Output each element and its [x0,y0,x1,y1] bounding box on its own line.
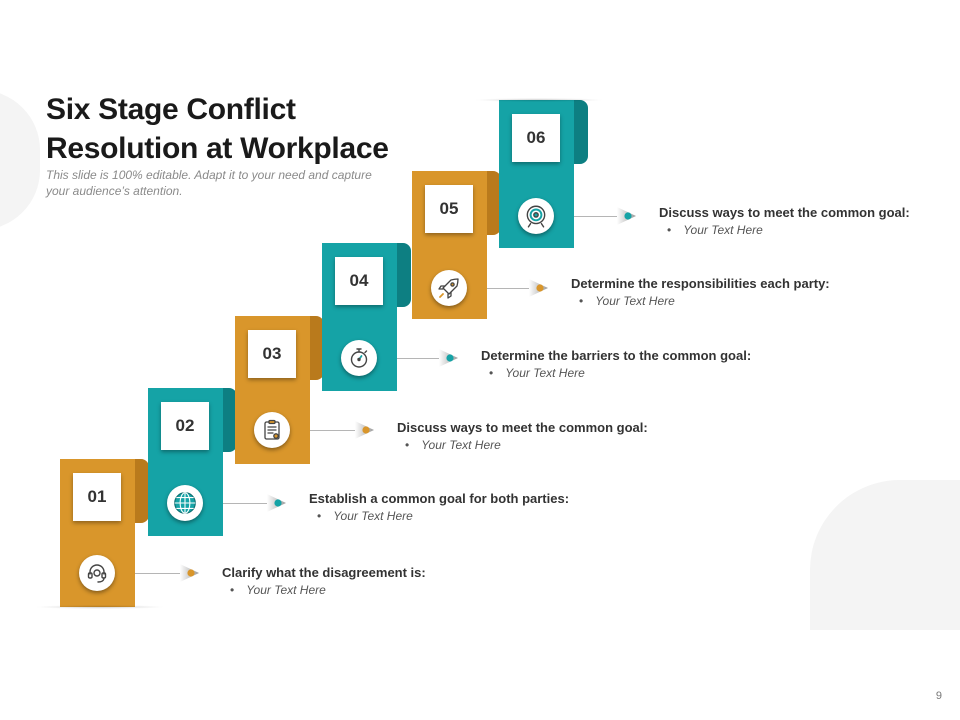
page-title: Six Stage Conflict Resolution at Workplace [46,93,389,165]
stage-bullet [309,508,569,524]
stage-title: Establish a common goal for both parties: [309,491,570,506]
bullet-dot: • [405,438,410,452]
stage-bullet-text: Your Text Here [683,223,763,237]
stage-bullet [397,437,648,453]
connector-line [310,430,358,431]
connector-line [135,573,183,574]
connector-line [223,503,270,504]
stage-title: Determine the barriers to the common goal: [481,348,752,363]
step-fold [397,243,411,307]
stage-bullet [571,293,830,309]
globe-icon [167,485,203,521]
page-number: 9 [935,690,942,702]
clipboard-icon [254,412,290,448]
stage-number: 04 [335,257,383,305]
step-shadow [474,98,604,102]
rocket-icon [431,270,467,306]
target-icon [518,198,554,234]
bullet-dot: • [230,583,235,597]
stage-title: Determine the responsibilities each party: [571,276,830,291]
stage-bullet [222,582,426,598]
bullet-dot: • [667,223,672,237]
connector-line [397,358,442,359]
arrow-marker-icon [266,493,286,513]
stage-title: Discuss ways to meet the common goal: [659,205,910,220]
stage-bullet [481,365,751,381]
stage-description-03 [397,420,648,453]
bullet-dot: • [579,294,584,308]
stage-number: 01 [73,473,121,521]
bullet-dot: • [317,509,322,523]
arrow-marker-icon [354,420,374,440]
stage-number: 06 [512,114,560,162]
stage-number: 03 [248,330,296,378]
stage-step-01 [60,459,135,607]
stage-bullet-text: Your Text Here [333,509,413,523]
stage-number: 05 [425,185,473,233]
headset-icon [79,555,115,591]
stage-step-06 [499,100,574,248]
stage-bullet-text: Your Text Here [246,583,326,597]
arrow-marker-icon [179,563,199,583]
step-shadow [35,605,165,609]
stage-description-04 [481,348,751,381]
stage-bullet-text: Your Text Here [421,438,501,452]
stopwatch-icon [341,340,377,376]
arrow-marker-icon [616,206,636,226]
stage-step-03 [235,316,310,464]
stage-bullet-text: Your Text Here [505,366,585,380]
stage-bullet-text: Your Text Here [595,294,675,308]
connector-line [574,216,620,217]
stage-description-01 [222,565,426,598]
stage-step-05 [412,171,487,319]
connector-line [487,288,532,289]
page-subtitle: This slide is 100% editable. Adapt it to your need and capture your audience’s attention. [46,168,372,198]
stage-step-02 [148,388,223,536]
stage-step-04 [322,243,397,391]
stage-number: 02 [161,402,209,450]
stage-description-05 [571,276,830,309]
stage-bullet [659,222,910,238]
stage-description-06 [659,205,910,238]
stage-title: Discuss ways to meet the common goal: [397,420,648,435]
stage-description-02 [309,491,569,524]
stage-title: Clarify what the disagreement is: [222,565,426,580]
background-shape-left [0,90,40,230]
arrow-marker-icon [528,278,548,298]
bullet-dot: • [489,366,494,380]
background-shape-right [810,480,960,630]
step-fold [135,459,149,523]
step-fold [574,100,588,164]
arrow-marker-icon [438,348,458,368]
